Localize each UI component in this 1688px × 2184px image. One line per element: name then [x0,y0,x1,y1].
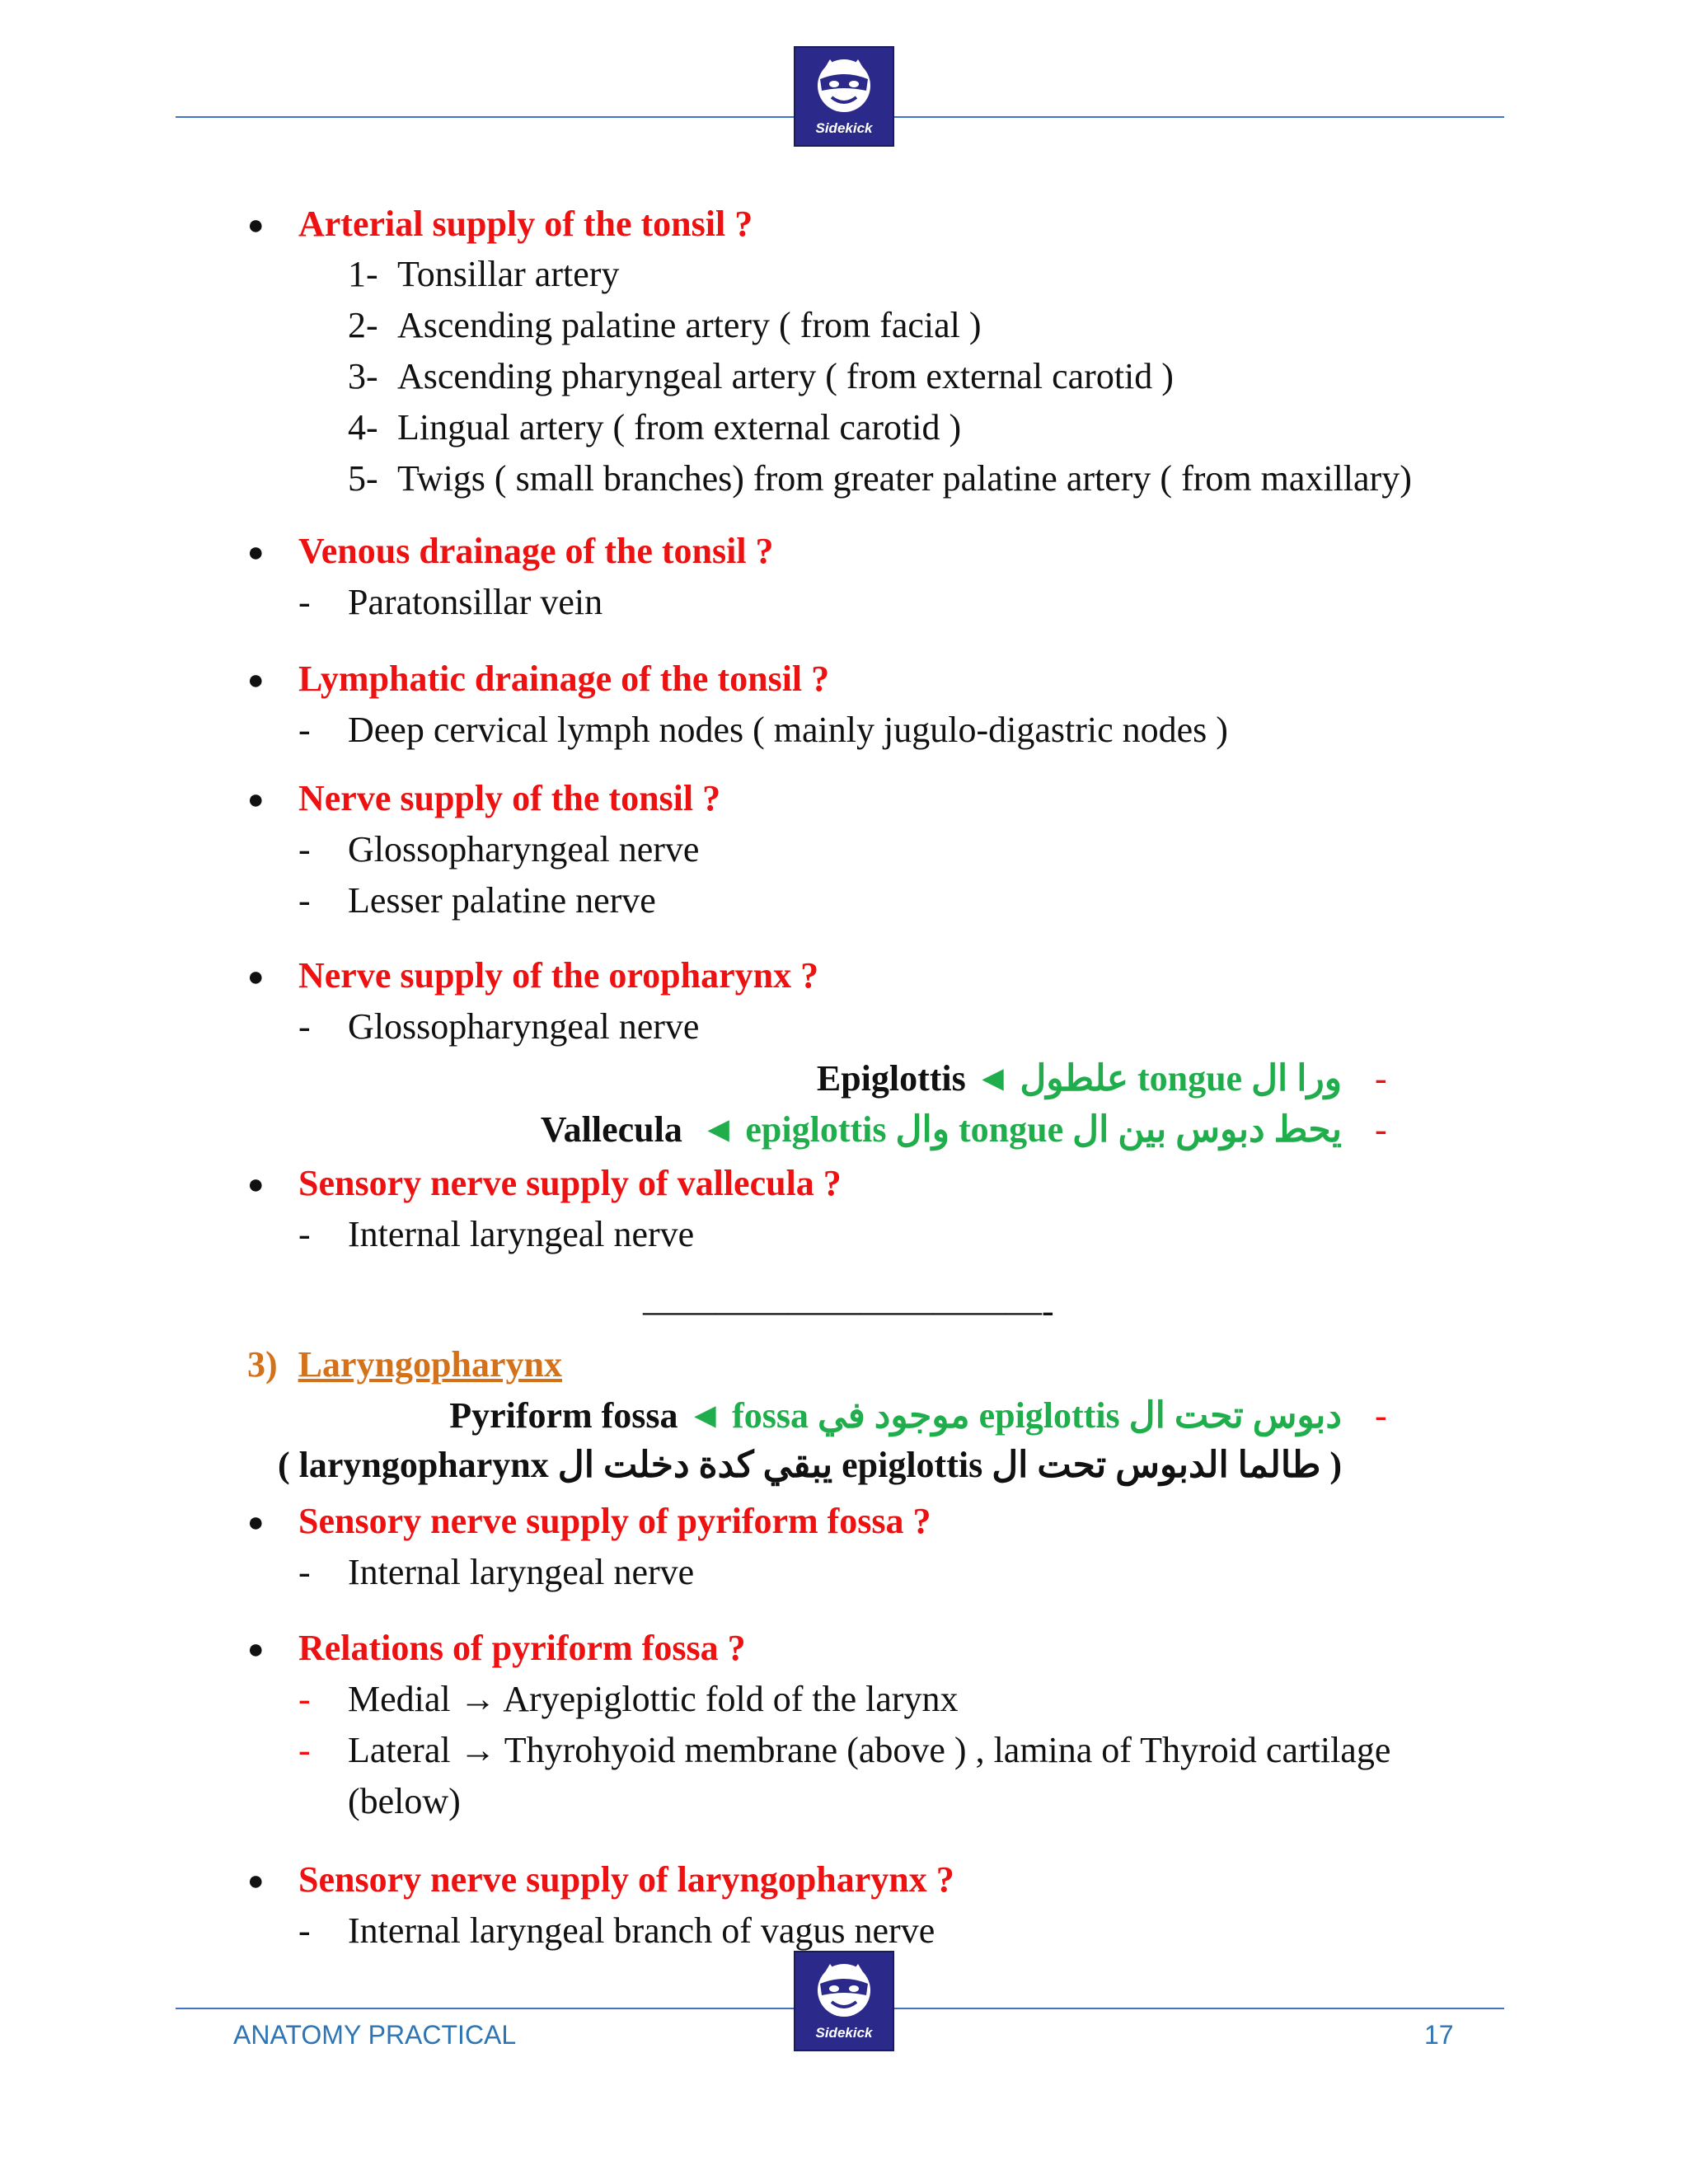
note-arabic: دبوس تحت ال epiglottis موجود في fossa [732,1395,1342,1436]
list-item: Internal laryngeal nerve [348,1552,695,1592]
question-arterial: Arterial supply of the tonsil ? [298,204,753,244]
bullet: ● [247,1507,265,1538]
question-vallecula: Sensory nerve supply of vallecula ? [298,1163,842,1203]
question-laryngo-nerve: Sensory nerve supply of laryngopharynx ? [298,1859,954,1900]
list-item: Internal laryngeal nerve [348,1214,695,1254]
bullet: ● [247,1866,265,1896]
list-item-continuation: (below) [348,1781,461,1821]
list-item: Internal laryngeal branch of vagus nerve [348,1910,935,1951]
sidekick-logo [794,46,894,147]
item-number: 1- [348,254,378,294]
dash: - [298,1552,311,1592]
dash: - [298,1910,311,1951]
section-title: Laryngopharynx [298,1344,562,1385]
question-nerve-tonsil: Nerve supply of the tonsil ? [298,778,721,818]
note-arabic: ورا ال tongue علطول [1020,1058,1342,1099]
bullet: ● [247,665,265,696]
list-item: Lateral → Thyrohyoid membrane (above ) , lamina of Thyroid cartilage [348,1730,1391,1770]
note-epiglottis [817,1057,1342,1100]
note-pyriform [449,1394,1342,1437]
list-item: Paratonsillar vein [348,582,603,622]
question-venous: Venous drainage of the tonsil ? [298,531,774,571]
list-item: Tonsillar artery [397,254,620,294]
list-item: Deep cervical lymph nodes ( mainly jugulo-digastric nodes ) [348,710,1228,750]
arrow-icon: ◄ [687,1395,724,1436]
dash: - [298,829,311,869]
arrow-icon: ◄ [700,1109,737,1150]
bullet: ● [247,785,265,815]
logo-text: Sidekick [815,120,873,136]
arrow-icon: ◄ [974,1058,1011,1099]
page-number: 17 [1424,2020,1454,2050]
item-number: 3- [348,356,378,396]
list-item: Twigs ( small branches) from greater palatine artery ( from maxillary) [397,458,1412,499]
item-number: 2- [348,305,378,345]
list-item: Glossopharyngeal nerve [348,1006,700,1047]
list-item: Ascending pharyngeal artery ( from external carotid ) [397,356,1174,396]
dash: - [298,880,311,921]
question-pyriform-nerve: Sensory nerve supply of pyriform fossa ? [298,1501,931,1541]
list-item: Medial → Aryepiglottic fold of the larynx [348,1679,959,1719]
note-term: Vallecula [540,1109,682,1150]
bullet: ● [247,1169,265,1200]
list-item: Glossopharyngeal nerve [348,829,700,869]
bullet: ● [247,210,265,241]
divider: ———————————- [643,1291,1054,1331]
item-number: 5- [348,458,378,499]
note-term: Epiglottis [816,1058,966,1099]
dash: - [1375,1109,1387,1150]
item-number: 4- [348,407,378,448]
list-item: Lesser palatine nerve [348,880,656,921]
question-nerve-oropharynx: Nerve supply of the oropharynx ? [298,955,819,996]
section-number: 3) [247,1344,278,1385]
dash: - [298,1679,311,1719]
note-term: Pyriform fossa [449,1395,678,1436]
dash: - [298,582,311,622]
question-lymphatic: Lymphatic drainage of the tonsil ? [298,658,830,699]
note-arabic: يحط دبوس بين ال tongue وال epiglottis [745,1109,1342,1150]
bullet: ● [247,1634,265,1665]
list-item: Ascending palatine artery ( from facial ) [397,305,982,345]
footer-title: ANATOMY PRACTICAL [233,2020,517,2050]
dash: - [298,1214,311,1254]
question-relations: Relations of pyriform fossa ? [298,1628,746,1668]
dash: - [1375,1058,1387,1099]
dash: - [298,1006,311,1047]
bullet: ● [247,537,265,568]
dash: - [1375,1395,1387,1436]
section-heading [247,1343,562,1386]
logo-text: Sidekick [815,2025,873,2041]
dash: - [298,1730,311,1770]
note-vallecula [541,1108,1342,1151]
footer-sidekick-logo [794,1951,894,2051]
bullet: ● [247,962,265,992]
list-item: Lingual artery ( from external carotid ) [397,407,962,448]
note-pyriform-explanation: ( طالما الدبوس تحت ال epiglottis يبقي كدة دخلت ال laryngopharynx ) [277,1445,1342,1485]
dash: - [298,710,311,750]
